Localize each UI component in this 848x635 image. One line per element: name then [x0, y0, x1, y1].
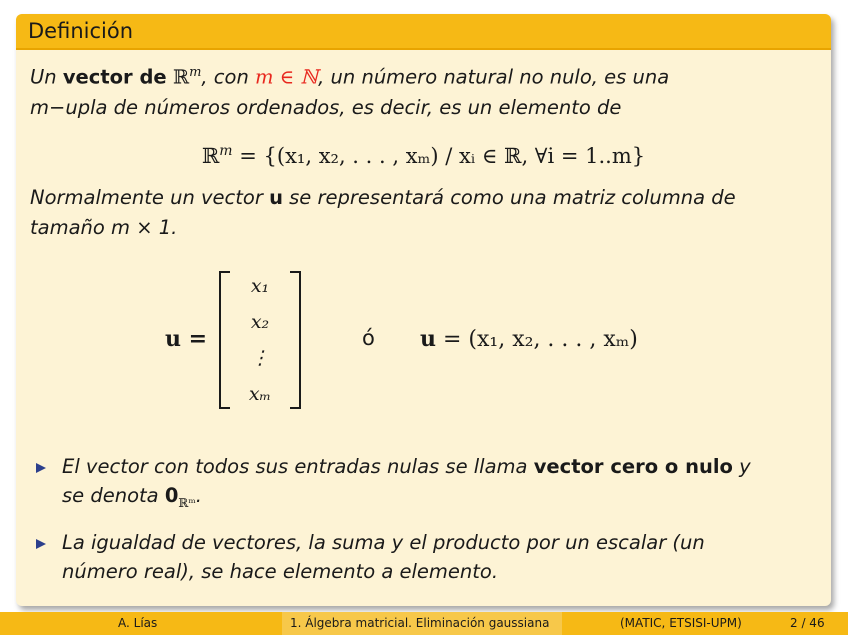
text-line2: m−upla de números ordenados, es decir, es un elemento de: [30, 95, 622, 119]
footer-bar: [0, 612, 848, 635]
eq-sup: m: [219, 142, 233, 159]
zero-symbol: 0: [164, 484, 179, 507]
entry: x₁: [250, 275, 270, 297]
vector-equation: [0, 268, 815, 418]
bold-u: u: [269, 185, 283, 209]
or-word: ó: [362, 326, 375, 350]
list-item: [30, 528, 810, 586]
text: El vector con todos sus entradas nulas se llama: [62, 455, 534, 478]
paragraph-2: [30, 183, 817, 243]
bold-term: vector cero o nulo: [533, 455, 733, 478]
entry: xₘ: [248, 383, 272, 405]
text: , un número natural no nulo, es una: [318, 65, 670, 89]
text: se representará como una matriz columna de: [282, 185, 736, 209]
set-equation: [30, 136, 817, 171]
block-title: Definición: [16, 14, 831, 50]
eq-lhs: [165, 326, 207, 352]
text-line2: tamaño m × 1.: [30, 215, 178, 239]
eq-rhs-rest: = (x₁, x₂, . . . , xₘ): [436, 327, 638, 352]
eq-R: ℝ: [201, 143, 220, 168]
bullet-list: [30, 452, 810, 596]
paragraph-1: [30, 58, 817, 123]
footer-institution: (MATIC, ETSISI-UPM): [620, 616, 742, 630]
text: Normalmente un vector: [30, 185, 270, 209]
eq-rhs-u: u: [420, 326, 436, 352]
math-R: ℝ: [166, 65, 190, 89]
entry: x₂: [250, 311, 270, 333]
eq-rhs: [420, 326, 638, 352]
text: y: [732, 455, 751, 478]
math-sup: m: [189, 65, 202, 80]
bullet-icon: [34, 537, 48, 551]
text: número real), se hace elemento a elemento.: [62, 559, 499, 583]
footer-page: 2 / 46: [790, 616, 825, 630]
column-matrix: [216, 268, 304, 412]
text: La igualdad de vectores, la suma y el producto por un escalar (un: [62, 530, 705, 554]
matrix-entries: [216, 268, 304, 412]
zero-sub: ℝᵐ: [178, 495, 196, 510]
eq-rest: = {(x₁, x₂, . . . , xₘ) / xᵢ ∈ ℝ, ∀i = 1..m}: [232, 143, 646, 168]
entry: ⋮: [250, 347, 270, 369]
text: Un: [30, 65, 63, 89]
bold-term: vector de: [62, 65, 167, 89]
eq-lhs-text: u =: [165, 326, 208, 352]
footer-topic: 1. Álgebra matricial. Eliminación gaussiana: [290, 616, 550, 630]
block-body: [16, 50, 831, 243]
text: se denota: [62, 484, 165, 507]
list-item: [30, 452, 810, 518]
text: , con: [201, 65, 255, 89]
footer-author: A. Lías: [118, 616, 158, 630]
bullet-icon: [34, 461, 48, 475]
text: .: [195, 484, 202, 507]
highlight-math: m ∈ ℕ: [255, 65, 319, 89]
